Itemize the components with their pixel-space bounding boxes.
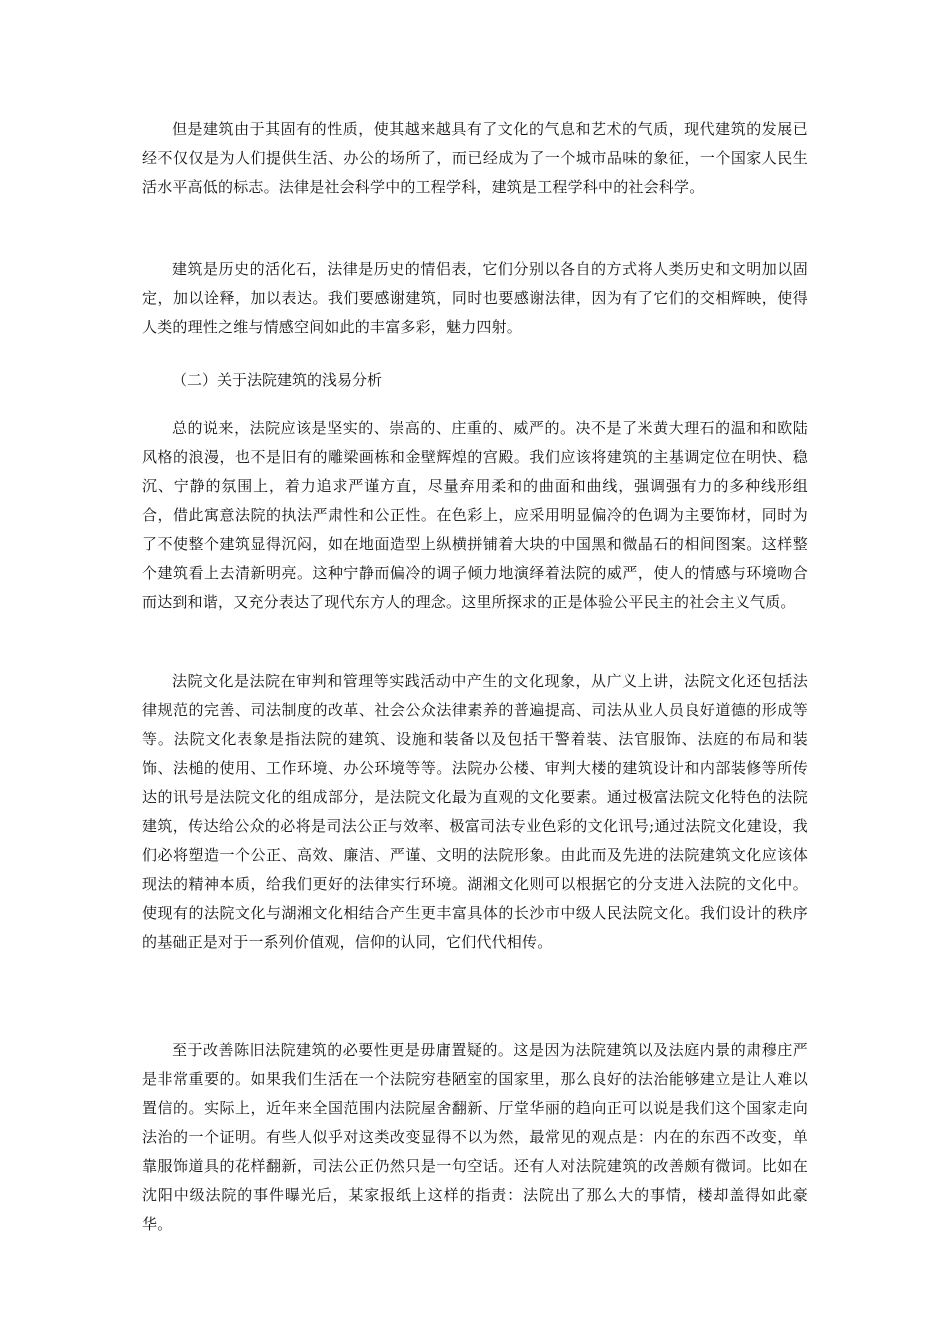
paragraph-architecture-law-history: 建筑是历史的活化石，法律是历史的情侣表，它们分别以各自的方式将人类历史和文明加以固定，加以诠释，加以表达。我们要感谢建筑，同时也要感谢法律，因为有了它们的交相辉映，使得人类的理性之维与情感空间如此的丰富多彩，魅力四射。: [142, 260, 808, 336]
paragraph-court-renovation: 至于改善陈旧法院建筑的必要性更是毋庸置疑的。这是因为法院建筑以及法庭内景的肃穆庄严是非常重要的。如果我们生活在一个法院穷巷陋室的国家里，那么良好的法治能够建立是让人难以置信的。实际上，近年来全国范围内法院屋舍翻新、厅堂华丽的趋向正可以说是我们这个国家走向法治的一个证明。有些人似乎对这类改变显得不以为然，最常见的观点是：内在的东西不改变，单靠服饰道具的花样翻新，司法公正仍然只是一句空话。还有人对法院建筑的改善颇有微词。比如在沈阳中级法院的事件曝光后，某家报纸上这样的指责：法院出了那么大的事情，楼却盖得如此豪华。: [142, 1041, 808, 1233]
paragraph-architecture-culture: 但是建筑由于其固有的性质，使其越来越具有了文化的气息和艺术的气质，现代建筑的发展已经不仅仅是为人们提供生活、办公的场所了，而已经成为了一个城市品味的象征，一个国家人民生活水平高低的标志。法律是社会科学中的工程学科，建筑是工程学科中的社会科学。: [142, 120, 808, 196]
section-heading: （二）关于法院建筑的浅易分析: [172, 371, 383, 389]
paragraph-court-culture: 法院文化是法院在审判和管理等实践活动中产生的文化现象，从广义上讲，法院文化还包括法律规范的完善、司法制度的改革、社会公众法律素养的普遍提高、司法从业人员良好道德的形成等等。法院文化表象是指法院的建筑、设施和装备以及包括干警着装、法官服饰、法庭的布局和装饰、法槌的使用、工作环境、办公环境等等。法院办公楼、审判大楼的建筑设计和内部装修等所传达的讯号是法院文化的组成部分，是法院文化最为直观的文化要素。通过极富法院文化特色的法院建筑，传达给公众的必将是司法公正与效率、极富司法专业色彩的文化讯号;通过法院文化建设，我们必将塑造一个公正、高效、廉洁、严谨、文明的法院形象。由此而及先进的法院建筑文化应该体现法的精神本质，给我们更好的法律实行环境。湖湘文化则可以根据它的分支进入法院的文化中。使现有的法院文化与湖湘文化相结合产生更丰富具体的长沙市中级人民法院文化。我们设计的秩序的基础正是对于一系列价值观，信仰的认同，它们代代相传。: [142, 672, 808, 951]
paragraph-court-style: 总的说来，法院应该是坚实的、崇高的、庄重的、威严的。决不是了米黄大理石的温和和欧陆风格的浪漫，也不是旧有的雕梁画栋和金壁辉煌的宫殿。我们应该将建筑的主基调定位在明快、稳沉、宁静的氛围上，着力追求严谨方直，尽量弃用柔和的曲面和曲线，强调强有力的多种线形组合，借此寓意法院的执法严肃性和公正性。在色彩上，应采用明显偏冷的色调为主要饰材，同时为了不使整个建筑显得沉闷，如在地面造型上纵横拼铺着大块的中国黑和微晶石的相间图案。这样整个建筑看上去清新明亮。这种宁静而偏冷的调子倾力地演绎着法院的威严，使人的情感与环境吻合而达到和谐，又充分表达了现代东方人的理念。这里所探求的正是体验公平民主的社会主义气质。: [142, 419, 808, 611]
